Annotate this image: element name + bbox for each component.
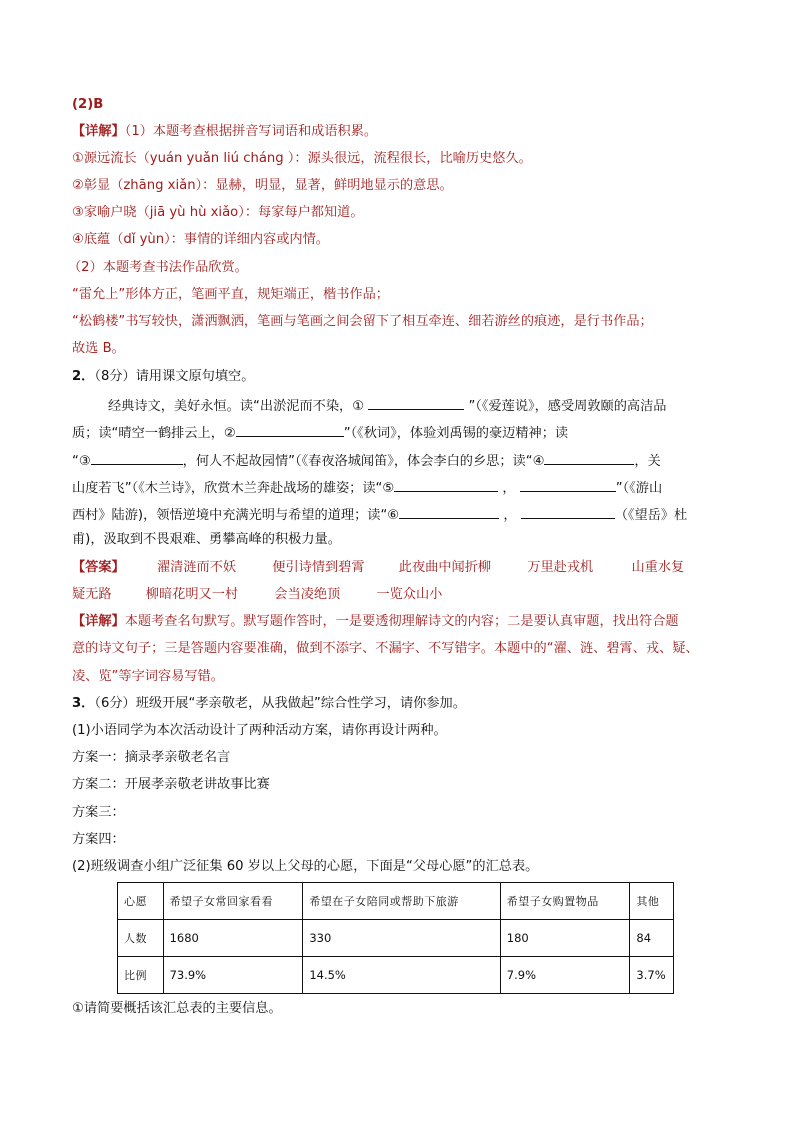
q2-passage-line: 山度若飞”（《木兰诗》，欣赏木兰奔赴战场的雄姿；读“⑤ ， ”（《游山 [72,477,662,498]
plan-line: 方案一：摘录孝亲敬老名言 [72,750,231,765]
fill-blank-3[interactable] [91,450,183,465]
q1-detail-item: ②彰显（zhāng xiǎn）：显赫，明显，显著，鲜明地显示的意思。 [72,178,453,193]
q3-heading: 3．（6分）班级开展“孝亲敬老，从我做起”综合性学习，请你参加。 [72,696,466,711]
q1-detail-intro: 【详解】（1）本题考查根据拼音写词语和成语积累。 [72,124,378,139]
q2-answers-row [72,586,442,604]
q1-detail-part2-line: “雷允上”形体方正，笔画平直，规矩端正，楷书作品； [72,287,389,302]
answer-item: 山重水复 [631,560,685,575]
q3-part1: (1)小语同学为本次活动设计了两种活动方案，请你再设计两种。 [72,723,447,738]
q2-answers-row [72,559,684,577]
table-row [118,920,674,957]
answer-item: 一览众山小 [376,587,443,602]
table-cell: 人数 [118,920,164,957]
detail-tag: 【详解】 [72,614,125,629]
table-row [118,957,674,994]
fill-blank-5a[interactable] [394,477,498,492]
q1-part2-answer: (2)B [72,97,104,112]
q1-detail-part2-intro: （2）本题考查书法作品欣赏。 [68,260,248,275]
q1-detail-part2-line: “松鹤楼”书写较快，潇洒飘洒，笔画与笔画之间会留下了相互牵连、细若游丝的痕迹，是行书作品； [72,314,653,329]
q1-detail-item: ①源远流长（yuán yuǎn liú cháng ）：源头很远，流程很长，比喻历史悠久。 [72,151,532,166]
q3-sub1: ①请简要概括该汇总表的主要信息。 [72,1001,282,1016]
table-header-cell: 希望在子女陪同或帮助下旅游 [303,883,500,920]
q2-passage-line: 经典诗文，美好永恒。读“出淤泥而不染，① ”（《爱莲说》，感受周敦颐的高洁品 [108,395,666,416]
q2-passage-line: 质；读“晴空一鹤排云上，② ”（《秋词》，体验刘禹锡的豪迈精神；读 [72,422,568,443]
plan-line: 方案二：开展孝亲敬老讲故事比赛 [72,777,270,792]
fill-blank-5b[interactable] [520,477,616,492]
table-cell: 84 [630,920,674,957]
answer-item: 此夜曲中闻折柳 [398,560,492,575]
table-cell: 1680 [163,920,303,957]
table-cell: 7.9% [500,957,630,994]
q1-detail-item: ③家喻户晓（jiā yù hù xiǎo）：每家每户都知道。 [72,205,364,220]
q2-passage-line: “③ ，何人不起故园情”（《春夜洛城闻笛》，体会李白的乡思；读“④ ，关 [72,450,661,471]
table-cell: 330 [303,920,500,957]
table-cell: 3.7% [630,957,674,994]
table-header-cell: 心愿 [118,883,164,920]
q2-detail-line: 【详解】本题考查名句默写。默写题作答时，一是要透彻理解诗文的内容；二是要认真审题，找出符合题 [72,614,679,629]
wish-summary-table [117,882,674,994]
answer-tag: 【答案】 [72,560,125,575]
answer-item: 会当凌绝顶 [274,587,341,602]
fill-blank-6a[interactable] [399,504,499,519]
q2-passage-line: 甫)，汲取到不畏艰难、勇攀高峰的积极力量。 [72,532,341,547]
q1-detail-item: ④底蕴（dǐ yùn）：事情的详细内容或内情。 [72,232,329,247]
answer-item: 万里赴戎机 [527,560,594,575]
table-header-cell: 其他 [630,883,674,920]
q2-heading: 2．（8分）请用课文原句填空。 [72,369,255,384]
table-cell: 比例 [118,957,164,994]
table-cell: 180 [500,920,630,957]
answer-item: 柳暗花明又一村 [145,587,239,602]
q3-part2: (2)班级调查小组广泛征集 60 岁以上父母的心愿，下面是“父母心愿”的汇总表。 [72,859,539,874]
q2-detail-line: 意的诗文句子；三是答题内容要准确，做到不添字、不漏字、不写错字。本题中的“濯、涟、碧霄、戎、疑、 [72,641,699,656]
table-header-row [118,883,674,920]
plan-line: 方案三： [72,805,125,820]
table-cell: 73.9% [163,957,303,994]
table-header-cell: 希望子女购置物品 [500,883,630,920]
fill-blank-1[interactable] [368,395,464,410]
fill-blank-6b[interactable] [521,504,615,519]
fill-blank-4[interactable] [544,450,634,465]
answer-item: 便引诗情到碧霄 [272,560,365,575]
detail-tag: 【详解】 [72,124,125,139]
plan-line: 方案四： [72,832,125,847]
q2-detail-line: 凌、览”等字词容易写错。 [72,669,224,684]
table-header-cell: 希望子女常回家看看 [163,883,303,920]
answer-item: 疑无路 [72,587,112,602]
q2-passage-line: 西村》陆游)，领悟逆境中充满光明与希望的道理；读“⑥ ， （《望岳》杜 [72,504,687,525]
q1-detail-part2-line: 故选 B。 [72,341,125,356]
answer-item: 濯清涟而不妖 [156,560,237,575]
fill-blank-2[interactable] [236,422,344,437]
table-cell: 14.5% [303,957,500,994]
